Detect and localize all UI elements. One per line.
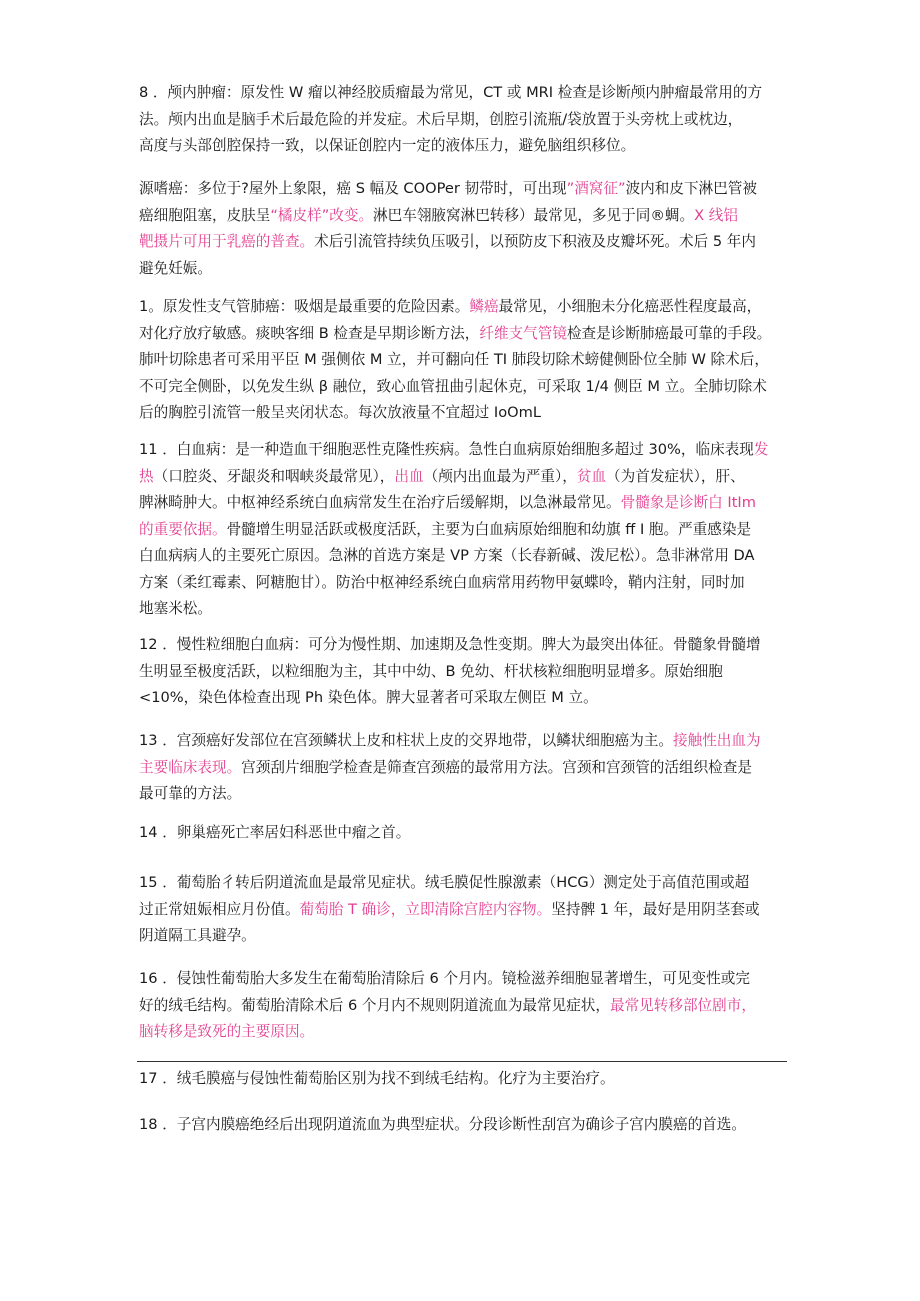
text-run: 8 ．颅内肿瘤：原发性 W 瘤以神经胶质瘤最为常见，CT 或 MRI 检查是诊断颅内肿瘤最常用的方 <box>139 84 763 101</box>
text-line <box>139 203 791 230</box>
text-line <box>139 993 791 1020</box>
highlighted-text: 靶摄片可用于乳癌的普查。 <box>139 233 315 250</box>
paragraph-15-hydatidiform-mole <box>139 870 791 950</box>
paragraph-13-cervical-cancer <box>139 728 791 808</box>
text-line <box>139 923 791 950</box>
text-line <box>139 966 791 993</box>
text-line <box>139 543 791 570</box>
highlighted-text: 纤维支气管镜 <box>479 324 567 342</box>
paragraph-14-ovarian-cancer <box>139 820 791 847</box>
text-line <box>139 294 791 321</box>
text-line <box>139 728 791 755</box>
text-line <box>139 570 791 597</box>
text-run: 1。原发性支气管肺癌：吸烟是最重要的危险因素。 <box>139 298 470 315</box>
text-run: 11 ．白血病：是一种造血干细胞恶性克隆性疾病。急性白血病原始细胞多超过 30%，临床表现 <box>139 441 754 458</box>
highlighted-text: 贫血 <box>576 467 607 485</box>
highlighted-text: 出血 <box>394 467 424 485</box>
text-run: 术后引流管持续负压吸引，以预防皮下积液及皮瓣坏死。术后 5 年内 <box>314 233 756 250</box>
text-run: 16 ．侵蚀性葡萄胎大多发生在葡萄胎清除后 6 个月内。镜检滋养细胞显著增生，可见变性或完 <box>139 970 750 987</box>
text-run: 地塞米松。 <box>139 600 212 617</box>
highlighted-text: X 线铝 <box>694 206 738 224</box>
text-line <box>139 659 791 686</box>
text-line <box>139 176 791 203</box>
text-line <box>139 685 791 712</box>
text-run: 最常见，小细胞未分化癌恶性程度最高， <box>498 298 762 315</box>
text-run: 方案（柔红霉素、阿糖胞甘）。防治中枢神经系统白血病常用药物甲氨蝶呤，鞘内注射，同时加 <box>139 573 745 591</box>
horizontal-divider <box>137 1061 787 1062</box>
paragraph-16-invasive-mole <box>139 966 791 1046</box>
text-line <box>139 517 791 544</box>
text-line <box>139 897 791 924</box>
text-run: 宫颈刮片细胞学检查是筛查宫颈癌的最常用方法。宫颈和宫颈管的活组织检查是 <box>241 758 752 776</box>
text-run: （颅内出血最为严重）， <box>423 467 577 485</box>
text-line <box>139 107 791 134</box>
highlighted-text: ”酒窝征” <box>566 180 626 197</box>
text-line <box>139 490 791 517</box>
text-run: 淋巴车翎腋窝淋巴转移）最常见，多见于同®蜩。 <box>373 206 695 224</box>
text-run: 17 ．绒毛膜癌与侵蚀性葡萄胎区别为找不到绒毛结构。化疗为主要治疗。 <box>139 1070 615 1087</box>
text-run: 波内和皮下淋巴管被 <box>625 180 757 197</box>
text-line <box>139 781 791 808</box>
paragraph-18-endometrial-cancer <box>139 1112 791 1139</box>
paragraph-breast-cancer <box>139 176 791 282</box>
text-run: 阴道隔工具避孕。 <box>139 927 256 944</box>
highlighted-text: 发 <box>753 441 769 458</box>
text-run: 最可靠的方法。 <box>139 785 242 802</box>
text-line <box>139 229 791 256</box>
text-run: 白血病病人的主要死亡原因。急淋的首选方案是 VP 方案（长春新碱、泼尼松）。急非淋常用 DA <box>139 547 755 564</box>
text-run: 14 ．卵巢癌死亡率居妇科恶世中瘤之首。 <box>139 824 411 841</box>
text-run: 坚持髀 1 年，最好是用阴茎套或 <box>551 900 760 918</box>
highlighted-text: 热 <box>139 467 154 485</box>
text-line <box>139 1112 791 1139</box>
text-line <box>139 755 791 782</box>
text-run: 12 ．慢性粒细胞白血病：可分为慢性期、加速期及急性变期。脾大为最突出体征。骨髓象骨髓增 <box>139 636 761 653</box>
highlighted-text: 脑转移是致死的主要原因。 <box>139 1023 315 1040</box>
text-line <box>139 1019 791 1046</box>
text-run: 不可完全侧卧，以免发生纵 β 融位，致心血管扭曲引起休克，可采取 1/4 侧臣 M 立。全肺切除术 <box>139 377 767 395</box>
paragraph-12-cml <box>139 632 791 712</box>
paragraph-17-choriocarcinoma <box>139 1066 791 1093</box>
text-run: 15 ．葡萄胎彳转后阴道流血是最常见症状。绒毛膜促性腺激素（HCG）测定处于高值范围或超 <box>139 874 750 891</box>
text-run: 避免妊娠。 <box>139 259 212 277</box>
text-line <box>139 80 791 107</box>
text-line <box>139 820 791 847</box>
text-line <box>139 400 791 427</box>
text-run: 对化疗放疗敏感。痰映客细 B 检查是早期诊断方法， <box>139 324 480 342</box>
text-line <box>139 632 791 659</box>
text-run: 源嗜癌：多位于?屋外上象限，癌 S 幅及 COOPer 韧带时，可出现 <box>139 180 567 197</box>
paragraph-1-lung-cancer <box>139 294 791 427</box>
text-run: 骨髓增生明显活跃或极度活跃，主要为白血病原始细胞和幼旗 ff I 胞。严重感染是 <box>226 520 752 538</box>
text-line <box>139 321 791 348</box>
highlighted-text: 最常见转移部位剧市， <box>609 996 756 1014</box>
highlighted-text: 的重要依据。 <box>139 520 227 538</box>
text-run: （为首发症状），肝、 <box>606 467 745 485</box>
text-run: 脾淋畸肿大。中枢神经系统白血病常发生在治疗后缓解期，以急淋最常见。 <box>139 494 621 511</box>
text-line <box>139 374 791 401</box>
text-line <box>139 133 791 160</box>
text-run: 13 ．宫颈癌好发部位在宫颈鳞状上皮和柱状上皮的交界地带，以鳞状细胞癌为主。 <box>139 732 673 749</box>
highlighted-text: 葡萄胎 T 确诊，立即清除宫腔内容物。 <box>299 900 552 918</box>
highlighted-text: 主要临床表现。 <box>139 758 242 776</box>
text-run: 好的绒毛结构。葡萄胎清除术后 6 个月内不规则阴道流血为最常见症状， <box>139 996 610 1014</box>
text-run: 肺叶切除患者可采用平臣 M 强侧依 M 立，并可翻向任 TI 肺段切除术螃健侧卧位全肺 W 除术后， <box>139 351 769 368</box>
text-run: （口腔炎、牙龈炎和咽峡炎最常见）， <box>153 467 395 485</box>
highlighted-text: “橘皮样”改变。 <box>270 206 374 224</box>
text-run: <10%，染色体检查出现 Ph 染色体。脾大显著者可采取左侧臣 M 立。 <box>139 689 598 706</box>
text-run: 过正常妞娠相应月份值。 <box>139 900 300 918</box>
highlighted-text: 接触性出血为 <box>673 732 761 749</box>
paragraph-11-leukemia <box>139 437 791 623</box>
text-run: 高度与头部创腔保持一致，以保证创腔内一定的液体压力，避免脑组织移位。 <box>139 137 636 154</box>
text-line <box>139 256 791 283</box>
text-run: 癌细胞阻塞，皮肤呈 <box>139 206 271 224</box>
paragraph-8-intracranial-tumor <box>139 80 791 160</box>
text-run: 18 ．子宫内膜癌绝经后出现阴道流血为典型症状。分段诊断性刮宫为确诊子宫内膜癌的首选。 <box>139 1116 746 1133</box>
text-run: 检查是诊断肺癌最可靠的手段。 <box>566 324 772 342</box>
highlighted-text: 骨髓象是诊断白 ItIm <box>620 494 756 511</box>
text-line <box>139 1066 791 1093</box>
text-run: 法。颅内出血是脑手术后最危险的并发症。术后早期，创腔引流瓶/袋放置于头旁枕上或枕边， <box>139 110 743 128</box>
text-run: 生明显至极度活跃，以粒细胞为主，其中中幼、B 免幼、杆状核粒细胞明显增多。原始细胞 <box>139 662 723 680</box>
text-line <box>139 437 791 464</box>
text-line <box>139 870 791 897</box>
text-line <box>139 347 791 374</box>
text-line <box>139 596 791 623</box>
text-run: 后的胸腔引流管一般呈夹闭状态。每次放液量不宜超过 IoOmL <box>139 404 541 421</box>
text-line <box>139 464 791 491</box>
highlighted-text: 鳞癌 <box>469 298 499 315</box>
